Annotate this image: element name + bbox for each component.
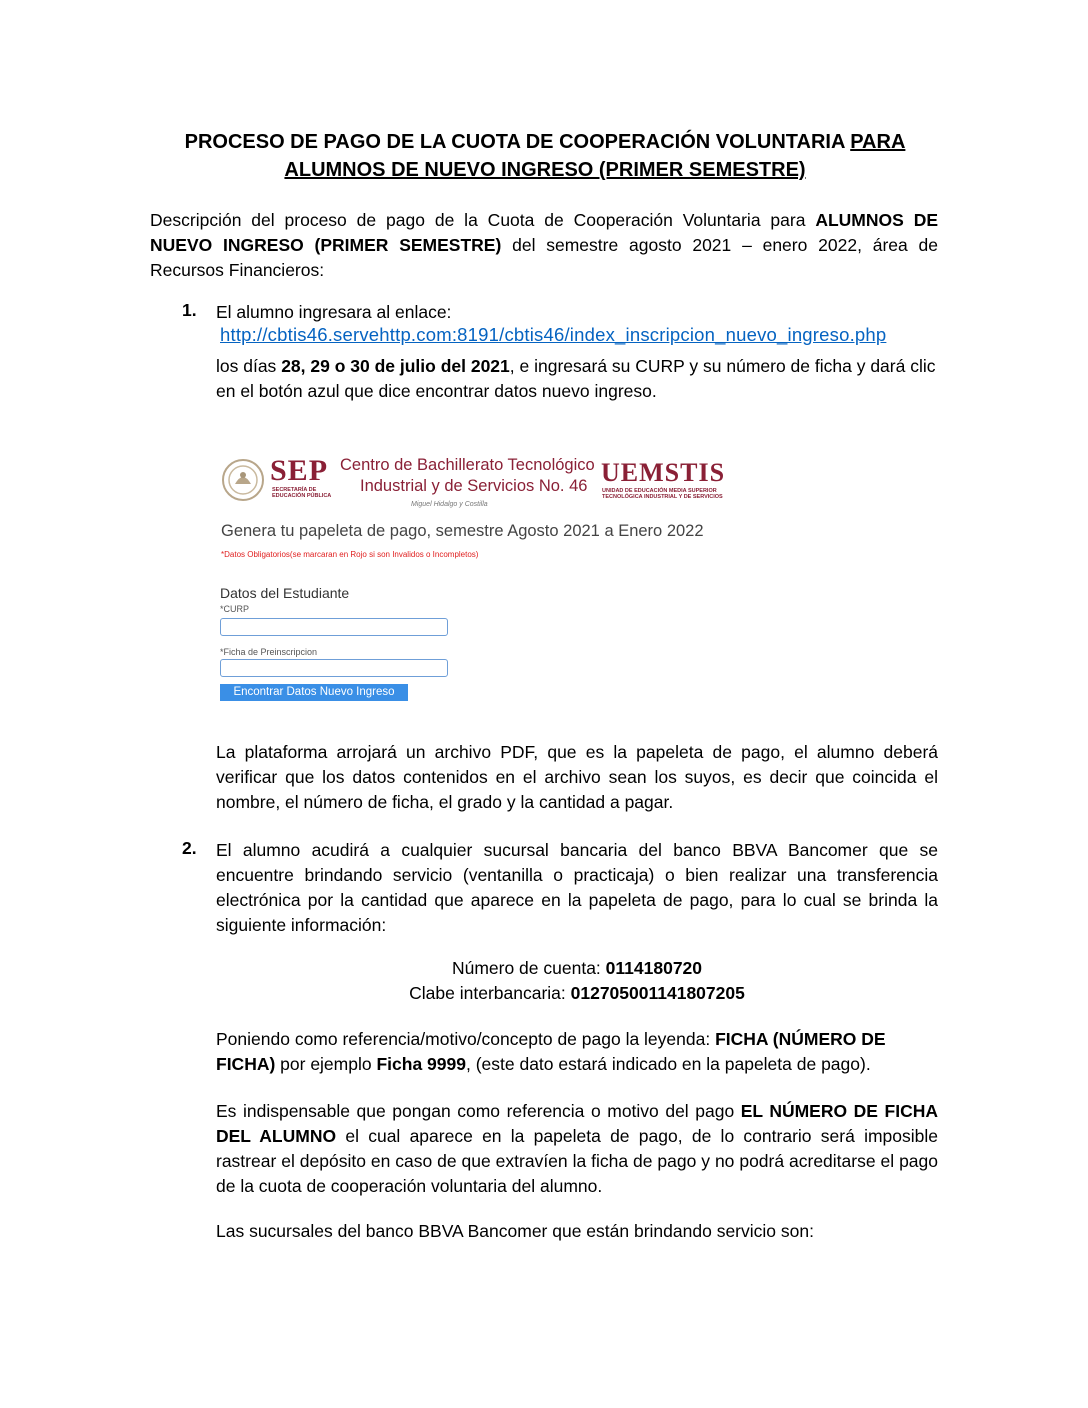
reference-paragraph <box>216 1027 938 1077</box>
school-name-line3: Miguel Hidalgo y Costilla <box>411 501 488 508</box>
step1-line-b <box>216 354 938 379</box>
indispensable-paragraph <box>216 1099 938 1199</box>
ficha-label: *Ficha de Preinscripcion <box>220 647 318 657</box>
enrollment-link[interactable]: http://cbtis46.servehttp.com:8191/cbtis46/index_inscripcion_nuevo_ingreso.php <box>220 324 887 345</box>
account-number-value: 0114180720 <box>605 958 703 978</box>
school-name-line2: Industrial y de Servicios No. 46 <box>360 477 588 495</box>
intro-text-b: del semestre agosto 2021 – enero 2022, área de Recursos Financieros: <box>150 235 939 280</box>
step1-dates: 28, 29 o 30 de julio del 2021 <box>281 356 510 376</box>
title-line2: ALUMNOS DE NUEVO INGRESO (PRIMER SEMESTRE) <box>284 159 806 181</box>
sep-logo-subtitle: SECRETARÍA DE EDUCACIÓN PÚBLICA <box>272 487 332 499</box>
clabe-value: 012705001141807205 <box>570 983 745 1003</box>
curp-label: *CURP <box>220 604 250 614</box>
intro-paragraph <box>150 208 938 283</box>
step2-paragraph: El alumno acudirá a cualquier sucursal bancaria del banco BBVA Bancomer que se encuentre brindando servicio (ventanilla o practicaja) o bien realizar una transferencia electrónica por la cantidad que aparece en la papeleta de pago, para lo cual se brinda la siguiente información: <box>216 840 938 935</box>
reference-text-b: por ejemplo <box>275 1054 377 1074</box>
reference-bold-a: FICHA (NÚMERO DE FICHA) <box>216 1029 886 1074</box>
uemstis-logo-subtitle: UNIDAD DE EDUCACIÓN MEDIA SUPERIOR TECNOLÓGICA INDUSTRIAL Y DE SERVICIOS <box>602 488 723 500</box>
account-number-label: Número de cuenta: <box>451 958 606 978</box>
reference-text-a: Poniendo como referencia/motivo/concepto de pago la leyenda: <box>216 1029 716 1049</box>
step1-line-c: en el botón azul que dice encontrar datos nuevo ingreso. <box>216 381 657 401</box>
step1-line-b-text1: los días <box>216 356 282 376</box>
step1-line-b-text2: , e ingresará su CURP y su número de ficha y dará clic <box>509 356 936 376</box>
clabe-line <box>216 981 938 1006</box>
intro-text-a: Descripción del proceso de pago de la Cuota de Cooperación Voluntaria para <box>150 210 816 230</box>
curp-input[interactable] <box>220 618 448 636</box>
pdf-info-paragraph: La plataforma arrojará un archivo PDF, que es la papeleta de pago, el alumno deberá verificar que los datos contenidos en el archivo sean los suyos, es decir que coincida el nombre, el número de ficha, el grado y la cantidad a pagar. <box>216 742 938 812</box>
indispensable-text-b: el cual aparece en la papeleta de pago, de lo contrario será imposible rastrear el depósito en caso de que extravíen la ficha de pago y no podrá acreditarse el pago de la cuota de cooperación voluntaria del alumno. <box>216 1126 938 1196</box>
ficha-input[interactable] <box>220 659 448 677</box>
student-data-section-title: Datos del Estudiante <box>220 585 350 601</box>
indispensable-text-a: Es indispensable que pongan como referencia o motivo del pago <box>216 1101 741 1121</box>
indispensable-bold: EL NÚMERO DE FICHA DEL ALUMNO <box>216 1101 938 1146</box>
page-title <box>150 128 940 184</box>
find-new-student-data-button[interactable]: Encontrar Datos Nuevo Ingreso <box>220 684 408 701</box>
embedded-form-screenshot <box>218 448 738 710</box>
step1-line-a: El alumno ingresara al enlace: <box>216 302 452 322</box>
step2-number: 2. <box>182 838 197 858</box>
sep-logo-text: SEP <box>270 454 329 487</box>
school-name-line1: Centro de Bachillerato Tecnológico <box>340 456 595 474</box>
required-note: *Datos Obligatorios(se marcaran en Rojo si son Invalidos o Incompletos) <box>221 550 479 559</box>
title-line1: PROCESO DE PAGO DE LA CUOTA DE COOPERACIÓN VOLUNTARIA <box>184 131 851 153</box>
title-line1-underlined: PARA <box>850 131 906 153</box>
reference-bold-b: Ficha 9999 <box>376 1054 466 1074</box>
form-heading: Genera tu papeleta de pago, semestre Agosto 2021 a Enero 2022 <box>221 522 704 540</box>
account-number-line <box>216 956 938 981</box>
uemstis-logo-text: UEMSTIS <box>601 458 726 487</box>
intro-bold: ALUMNOS DE NUEVO INGRESO (PRIMER SEMESTRE) <box>150 210 938 255</box>
step1-number: 1. <box>182 300 197 320</box>
mexico-seal-icon <box>221 456 265 504</box>
branches-paragraph: Las sucursales del banco BBVA Bancomer que están brindando servicio son: <box>216 1221 814 1241</box>
reference-text-c: , (este dato estará indicado en la papeleta de pago). <box>465 1054 871 1074</box>
clabe-label: Clabe interbancaria: <box>409 983 571 1003</box>
